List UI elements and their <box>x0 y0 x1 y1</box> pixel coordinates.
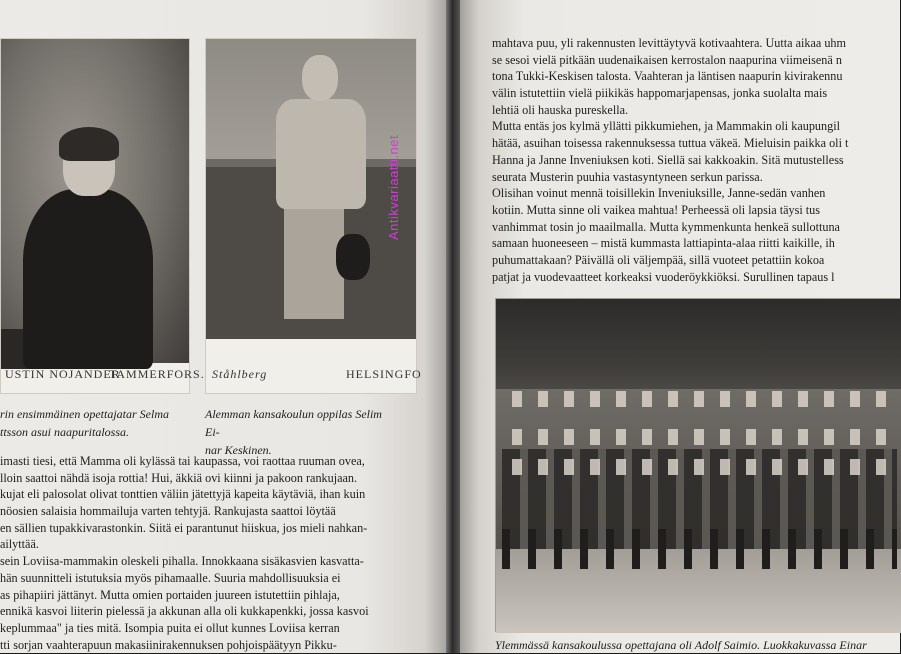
right-page <box>452 0 900 653</box>
text-line: mahtava puu, yli rakennusten levittäytyvä kotivaahtera. Uutta aikaa uhm <box>492 36 846 50</box>
pupil-figure-head <box>302 55 338 101</box>
teacher-figure-hair <box>59 127 119 161</box>
class-photo-back-row-faces <box>506 391 901 407</box>
pupil-figure-body <box>276 99 366 209</box>
photo-teacher-image <box>1 39 189 363</box>
teacher-figure-body <box>23 189 153 369</box>
text-line: nöosien salaisia hommailuja varten tehtyjä. Rankujasta saattoi löytää <box>0 504 336 519</box>
caption-teacher <box>0 405 190 441</box>
text-line: tti sorjan vaahterapuun makasiinirakennuksen pohjoispäätyyn Pikku- <box>0 637 337 652</box>
class-photo <box>495 298 900 632</box>
text-line: seurata Musterin puuhia vastasyntyneen serkun parissa. <box>492 169 763 184</box>
text-line: Hanna ja Janne Inveniuksen koti. Siellä sai kakkoakin. Sitä mutustelless <box>492 152 844 167</box>
studio-name: Ståhlberg <box>212 367 268 381</box>
text-line: tona Tukki-Keskisen talosta. Vaahteran ja läntisen naapurin kivirakennu <box>492 69 843 84</box>
text-line: puhumattakaan? Päivällä oli väljempää, sillä vuoteet petattiin kokoa <box>492 252 825 267</box>
text-line: lloin saattoi nähdä isoja rottia! Hui, äkkiä ovi kiinni ja pakoon rankujaan. <box>0 470 358 485</box>
text-line: en sällien tupakkivarastonkin. Siitä ei parantunut hiiskua, jos mieli nahkan- <box>0 520 368 535</box>
text-line: patjat ja vuodevaatteet korkeaksi vuoderöykkiöksi. Surullinen tapaus l <box>492 269 835 284</box>
text-line: hätää, asuihan toisessa rakennuksessa tuttua väkeä. Mieluisin paikka oli t <box>492 136 849 151</box>
text-line: se sesoi vielä pitkään uudenaikaisen kerrostalon naapurina viimeisenä n <box>492 52 842 67</box>
text-line: sein Loviisa-mammakin oleskeli pihalla. Innokkaana sisäkasvien kasvatta- <box>0 554 364 569</box>
text-line: välin istutettiin vielä piikikäs happomarjapensas, jonka suolalta mais <box>492 86 828 101</box>
text-line: ennikä kasvoi liiterin pielessä ja akkunan alla oli kukkapenkki, jossa kasvoi <box>0 604 369 619</box>
studio-name: USTIN NOJANDER <box>5 367 121 381</box>
text-line: kotiin. Mutta sinne oli vaikea mahtua! Perheessä oli lapsia täysi tus <box>492 202 820 217</box>
caption-line: rin ensimmäinen opettajatar Selma <box>0 407 169 421</box>
studio-city: HELSINGFO <box>346 367 422 381</box>
text-line: as pihapiiri jättänyt. Mutta omien portaiden juureen istutettiin pihlaja, <box>0 587 340 602</box>
caption-line: ttsson asui naapuritalossa. <box>0 425 130 439</box>
text-line: lehtiä oli hauska pureskella. <box>492 102 629 117</box>
text-line: kujat eli palosolat olivat tonttien väliin jätettyjä kapeita käytäviä, ihan kuin <box>0 487 366 502</box>
text-line: imasti tiesi, että Mamma oli kylässä tai kaupassa, voi raottaa ruuman ovea, <box>0 454 365 468</box>
class-photo-middle-row-faces <box>506 429 901 445</box>
text-line: Olisihan voinut mennä toisillekin Inveniuksille, Janne-sedän vanhen <box>492 186 826 201</box>
text-line: samaan huoneeseen – mistä kummasta lattiapinta-alaa riitti kaikille, ih <box>492 236 835 251</box>
text-line: hän suunnitteli istutuksia myös pihamaalle. Suuria mahdollisuuksia ei <box>0 570 341 585</box>
class-photo-front-row-faces <box>506 459 901 475</box>
studio-city: TAMMERFORS. <box>109 367 205 381</box>
class-photo-legs <box>502 529 897 569</box>
watermark: Antikvariaatti.net <box>386 134 401 240</box>
caption-class-photo: Ylemmässä kansakoulussa opettajana oli Adolf Saimio. Luokkakuvassa Einar <box>495 638 867 652</box>
caption-line: Alemman kansakoulun oppilas Selim Ei- <box>205 407 382 439</box>
pupil-figure-legs <box>284 199 344 319</box>
photo-teacher-selma <box>0 38 205 394</box>
right-body-text <box>492 35 900 285</box>
text-line: vanhimmat tosin jo maailmalla. Mutta kymmenkunta henkeä sullottuna <box>492 219 840 234</box>
left-body-text <box>0 453 440 653</box>
photo-pupil-image <box>206 39 416 339</box>
text-line: Mutta entäs jos kylmä yllätti pikkumiehen, ja Mammakin oli kaupungil <box>492 119 840 134</box>
caption-pupil <box>205 405 395 459</box>
caption-line: nar Keskinen. <box>205 443 272 457</box>
book-gutter <box>446 0 460 653</box>
pupil-hat <box>336 234 370 280</box>
text-line: keplummaa" ja ties mitä. Isompia puita ei ollut kunnes Loviisa kerran <box>0 620 340 635</box>
text-line: ailyttää. <box>0 537 39 552</box>
